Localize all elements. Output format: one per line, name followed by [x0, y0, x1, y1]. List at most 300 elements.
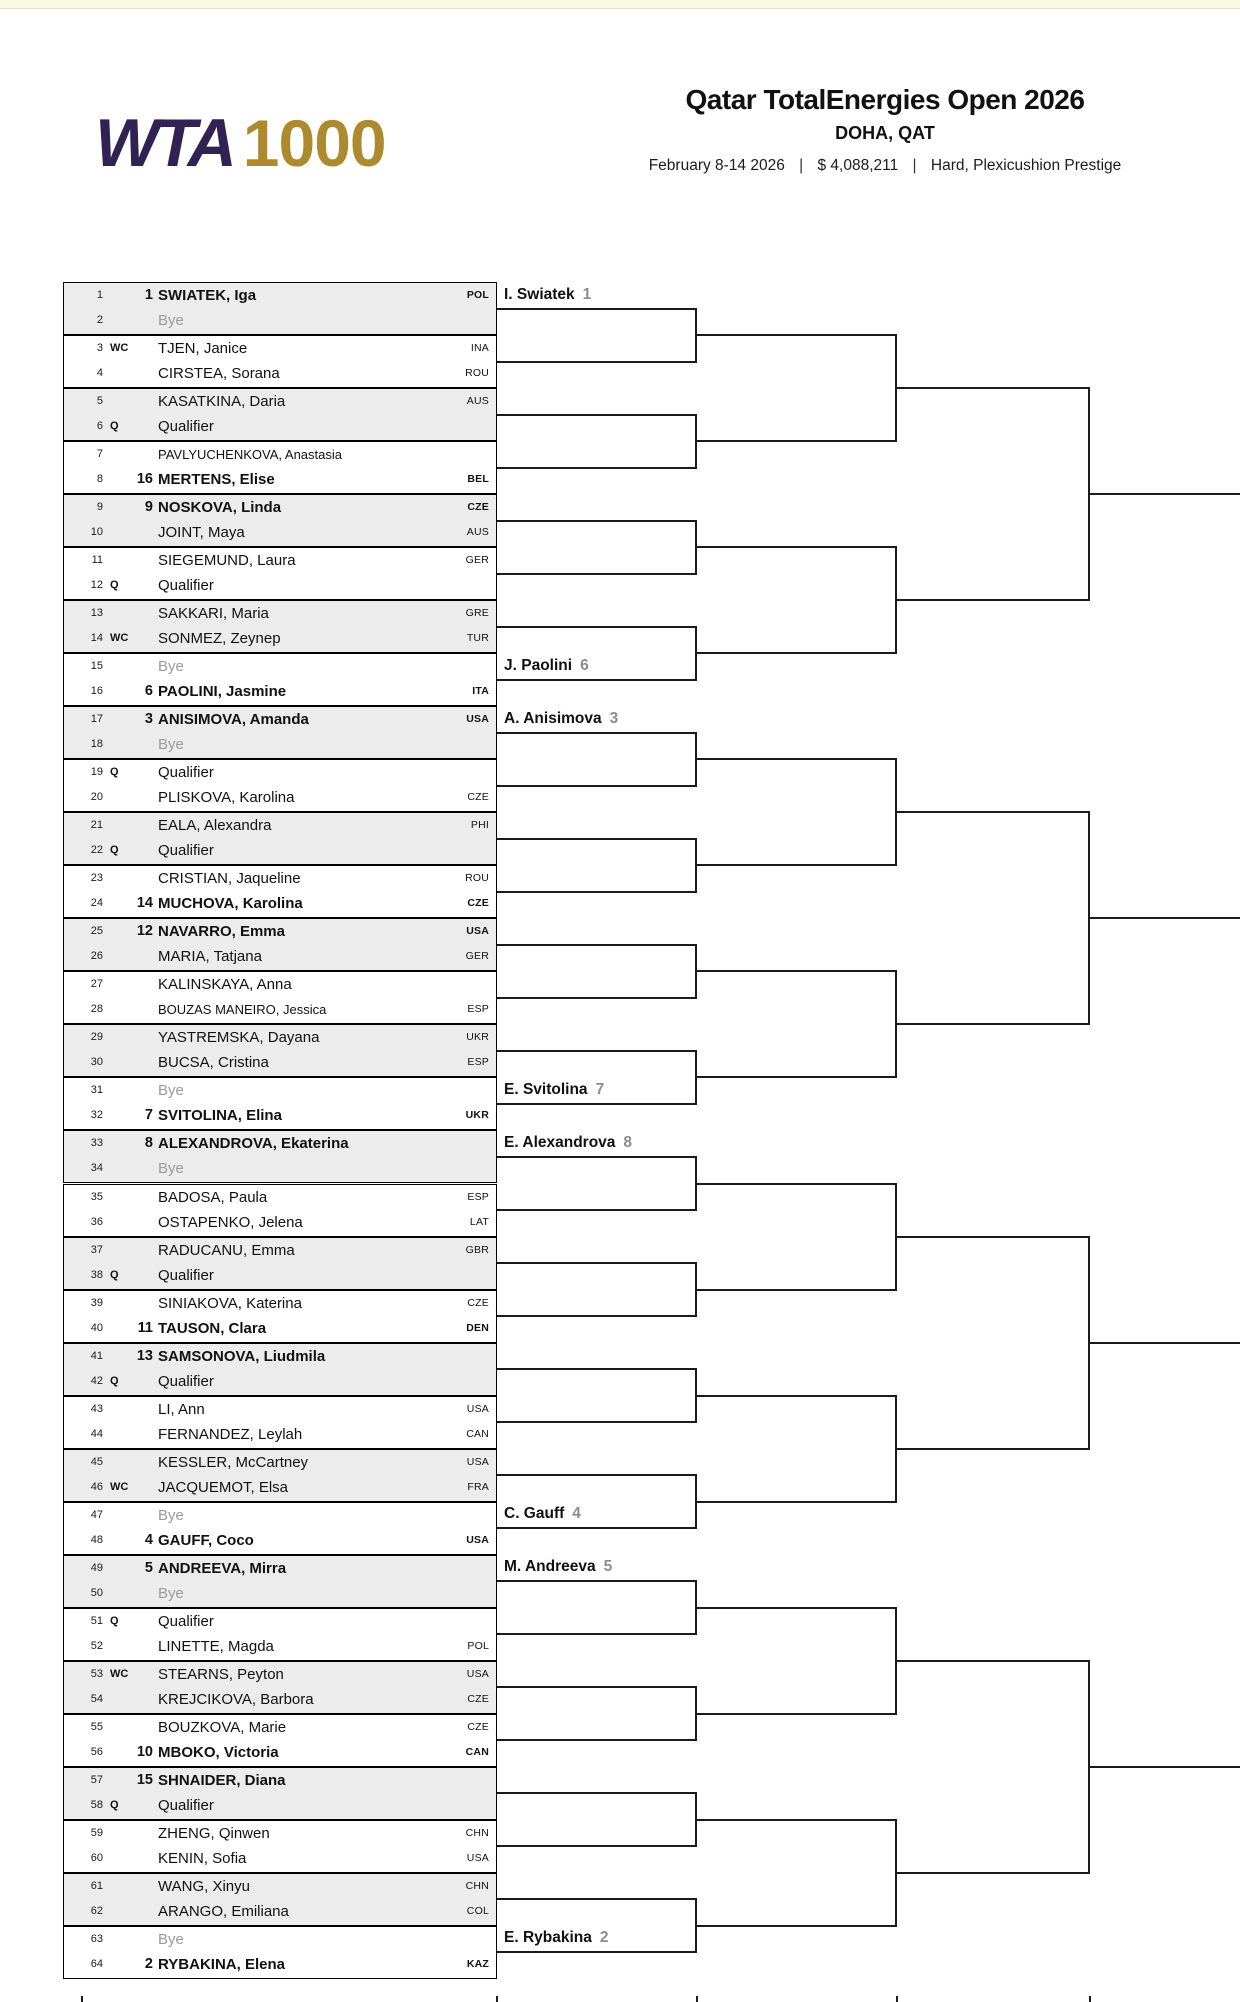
row-player-name: Qualifier — [158, 842, 214, 860]
advancer-label — [504, 1503, 581, 1525]
bracket-line — [697, 652, 897, 654]
bracket-line — [497, 1633, 697, 1635]
row-player-name: SAKKARI, Maria — [158, 605, 269, 623]
row-country-code: ESP — [467, 1056, 489, 1069]
row-position: 25 — [90, 925, 103, 938]
row-position: 20 — [90, 791, 103, 804]
row-position: 28 — [90, 1003, 103, 1016]
row-player-name: YASTREMSKA, Dayana — [158, 1029, 320, 1047]
row-player-name: Qualifier — [158, 577, 214, 595]
draw-pair-box — [63, 1449, 497, 1502]
advancer-seed: 2 — [599, 1929, 609, 1947]
row-entry-status: WC — [110, 632, 129, 645]
row-player-name: JOINT, Maya — [158, 524, 245, 542]
row-player-name: SONMEZ, Zeynep — [158, 630, 281, 648]
row-seed: 5 — [144, 1559, 153, 1576]
row-position: 3 — [96, 342, 103, 355]
advancer-label — [504, 655, 589, 677]
advancer-name: C. Gauff — [504, 1505, 565, 1523]
row-position: 46 — [90, 1480, 103, 1493]
draw-row — [64, 1316, 496, 1341]
bracket-line — [697, 1501, 897, 1503]
bracket-line — [497, 838, 697, 840]
row-country-code: CHN — [465, 1826, 489, 1839]
draw-row — [64, 1687, 496, 1712]
row-position: 34 — [90, 1162, 103, 1175]
bracket-line — [697, 970, 897, 972]
row-country-code: CZE — [467, 1720, 489, 1733]
row-country-code: USA — [466, 1533, 489, 1546]
advancer-name: M. Andreeva — [504, 1558, 596, 1576]
row-player-name: JACQUEMOT, Elsa — [158, 1478, 289, 1496]
draw-row — [64, 1344, 496, 1369]
row-player-name: SHNAIDER, Diana — [158, 1771, 286, 1789]
row-player-name: Bye — [158, 736, 184, 754]
bracket-line — [497, 1739, 697, 1741]
row-position: 62 — [90, 1904, 103, 1917]
draw-pair-box — [63, 918, 497, 971]
row-position: 32 — [90, 1109, 103, 1122]
bracket-line — [897, 1660, 1090, 1662]
row-player-name: WANG, Xinyu — [158, 1877, 250, 1895]
draw-pair-box — [63, 388, 497, 441]
row-position: 15 — [90, 660, 103, 673]
row-player-name: Bye — [158, 1584, 184, 1602]
tournament-location: DOHA, QAT — [835, 123, 935, 143]
row-player-name: Qualifier — [158, 1612, 214, 1630]
draw-pair-box — [63, 282, 497, 335]
row-position: 8 — [96, 473, 103, 486]
row-entry-status: Q — [110, 1614, 119, 1627]
row-position: 5 — [96, 395, 103, 408]
row-position: 63 — [90, 1932, 103, 1945]
row-position: 9 — [96, 501, 103, 514]
bracket-line — [1090, 493, 1240, 495]
row-position: 49 — [90, 1561, 103, 1574]
row-player-name: Qualifier — [158, 418, 214, 436]
row-country-code: CZE — [467, 791, 489, 804]
draw-pair-box — [63, 1077, 497, 1130]
row-position: 40 — [90, 1321, 103, 1334]
advancer-seed: 3 — [609, 709, 619, 727]
row-country-code: USA — [466, 713, 489, 726]
row-player-name: MARIA, Tatjana — [158, 948, 262, 966]
row-country-code: ROU — [465, 367, 489, 380]
row-position: 43 — [90, 1402, 103, 1415]
row-player-name: CRISTIAN, Jaqueline — [158, 870, 301, 888]
row-player-name: BUCSA, Cristina — [158, 1054, 269, 1072]
row-player-name: KESSLER, McCartney — [158, 1453, 309, 1471]
row-player-name: ARANGO, Emiliana — [158, 1902, 289, 1920]
draw-pair-box — [63, 1926, 497, 1979]
draw-row — [64, 283, 496, 308]
draw-row — [64, 1050, 496, 1075]
draw-row — [64, 1397, 496, 1422]
advancer-seed: 6 — [580, 656, 589, 674]
draw-row — [64, 679, 496, 704]
row-country-code: POL — [466, 289, 489, 301]
draw-row — [64, 919, 496, 944]
draw-pair-box — [63, 1396, 497, 1449]
bracket-line — [81, 1996, 83, 2002]
bracket-line — [697, 1076, 897, 1078]
row-position: 13 — [90, 607, 103, 620]
row-player-name: Qualifier — [158, 1372, 214, 1390]
advancer-name: A. Anisimova — [504, 709, 602, 727]
bracket-line — [497, 1103, 697, 1105]
tournament-surface: Hard, Plexicushion Prestige — [930, 157, 1122, 174]
row-country-code: UKR — [466, 1031, 489, 1044]
draw-pair-box — [63, 335, 497, 388]
row-country-code: ITA — [472, 685, 489, 698]
advancer-label — [504, 1079, 604, 1101]
row-entry-status: Q — [110, 1798, 119, 1811]
row-country-code: USA — [466, 925, 489, 938]
advancer-seed: 4 — [572, 1505, 581, 1523]
draw-row — [64, 1131, 496, 1156]
row-position: 59 — [90, 1826, 103, 1839]
row-country-code: CAN — [466, 1427, 489, 1440]
row-position: 47 — [90, 1508, 103, 1521]
row-entry-status: WC — [110, 342, 129, 355]
bracket-line — [497, 467, 697, 469]
advancer-name: E. Alexandrova — [504, 1134, 616, 1151]
row-entry-status: Q — [110, 579, 119, 592]
row-player-name: Qualifier — [158, 1796, 214, 1814]
draw-pair-box — [63, 1502, 497, 1555]
row-country-code: AUS — [466, 526, 489, 539]
row-player-name: SINIAKOVA, Katerina — [158, 1294, 302, 1312]
row-player-name: GAUFF, Coco — [158, 1531, 254, 1549]
draw-row — [64, 1899, 496, 1924]
row-position: 26 — [90, 950, 103, 963]
bracket-line — [897, 1872, 1090, 1874]
draw-row — [64, 1156, 496, 1181]
row-country-code: USA — [466, 1455, 489, 1468]
row-country-code: CZE — [467, 1692, 489, 1705]
row-country-code: CZE — [467, 501, 489, 514]
advancer-name: J. Paolini — [504, 656, 573, 674]
row-entry-status: Q — [110, 766, 119, 779]
draw-row — [64, 707, 496, 732]
row-player-name: Bye — [158, 1082, 184, 1100]
row-seed: 3 — [144, 711, 153, 728]
row-entry-status: Q — [110, 420, 119, 433]
bracket-line — [1090, 917, 1240, 919]
draw-pair-box — [63, 706, 497, 759]
draw-row — [64, 1369, 496, 1394]
wta-logo-text: WTA — [95, 105, 233, 181]
draw-row — [64, 732, 496, 757]
draw-row — [64, 1528, 496, 1553]
row-position: 58 — [90, 1798, 103, 1811]
row-player-name: KENIN, Sofia — [158, 1849, 247, 1867]
row-player-name: EALA, Alexandra — [158, 817, 272, 835]
bracket-line — [497, 891, 697, 893]
row-position: 53 — [90, 1667, 103, 1680]
row-country-code: ROU — [465, 872, 489, 885]
row-country-code: GBR — [465, 1243, 489, 1256]
bracket-line — [697, 440, 897, 442]
row-country-code: KAZ — [466, 1957, 489, 1970]
draw-pair-box — [63, 1130, 497, 1183]
draw-row — [64, 1078, 496, 1103]
row-player-name: BADOSA, Paula — [158, 1188, 268, 1206]
row-player-name: PAVLYUCHENKOVA, Anastasia — [158, 447, 342, 463]
draw-row — [64, 1634, 496, 1659]
row-player-name: PAOLINI, Jasmine — [158, 683, 287, 701]
draw-row — [64, 972, 496, 997]
row-player-name: TJEN, Janice — [158, 340, 248, 358]
advancer-name: I. Swiatek — [504, 285, 575, 303]
bracket-line — [497, 1951, 697, 1953]
row-position: 16 — [90, 685, 103, 698]
bracket-line — [497, 944, 697, 946]
draw-row — [64, 1185, 496, 1210]
row-position: 52 — [90, 1639, 103, 1652]
row-seed: 8 — [144, 1135, 153, 1152]
row-seed: 10 — [136, 1743, 153, 1760]
advancer-label — [504, 1927, 609, 1949]
draw-row — [64, 573, 496, 598]
bracket-line — [697, 1925, 897, 1927]
row-country-code: ESP — [467, 1190, 489, 1203]
draw-pair-box — [63, 1184, 497, 1237]
draw-row — [64, 1846, 496, 1871]
bracket-line — [497, 573, 697, 575]
draw-pair-box — [63, 1661, 497, 1714]
bracket-line — [697, 864, 897, 866]
row-position: 45 — [90, 1455, 103, 1468]
row-player-name: ALEXANDROVA, Ekaterina — [158, 1135, 349, 1153]
draw-row — [64, 1291, 496, 1316]
row-position: 2 — [96, 314, 103, 326]
draw-row — [64, 1740, 496, 1765]
bracket-line — [897, 1023, 1090, 1025]
bracket-line — [697, 1289, 897, 1291]
advancer-name: E. Svitolina — [504, 1080, 588, 1098]
draw-row — [64, 1793, 496, 1818]
row-seed: 1 — [144, 287, 153, 303]
row-player-name: KALINSKAYA, Anna — [158, 976, 292, 994]
row-seed: 7 — [144, 1107, 153, 1124]
row-player-name: Bye — [158, 312, 184, 329]
row-player-name: RADUCANU, Emma — [158, 1241, 295, 1259]
row-position: 56 — [90, 1745, 103, 1758]
bracket-line — [497, 679, 697, 681]
row-country-code: CZE — [467, 897, 489, 910]
tournament-dates: February 8-14 2026 — [648, 157, 785, 174]
row-position: 4 — [96, 367, 103, 380]
draw-row — [64, 1503, 496, 1528]
draw-row — [64, 1475, 496, 1500]
row-position: 22 — [90, 844, 103, 857]
row-player-name: MUCHOVA, Karolina — [158, 895, 303, 913]
row-entry-status: Q — [110, 844, 119, 857]
bracket-line — [1090, 1766, 1240, 1768]
bracket-line — [497, 732, 697, 734]
row-player-name: MERTENS, Elise — [158, 471, 275, 489]
bracket-line — [697, 1183, 897, 1185]
row-position: 37 — [90, 1243, 103, 1256]
advancer-label — [504, 284, 591, 306]
meta-separator: | — [799, 157, 804, 174]
draw-row — [64, 654, 496, 679]
draw-row — [64, 891, 496, 916]
bracket-line — [497, 1580, 697, 1582]
advancer-label — [504, 708, 618, 730]
row-position: 61 — [90, 1879, 103, 1892]
draw-row — [64, 944, 496, 969]
bracket-line — [496, 1996, 498, 2002]
row-country-code: USA — [466, 1667, 489, 1680]
bracket-line — [697, 1395, 897, 1397]
row-country-code: ESP — [467, 1003, 489, 1016]
row-player-name: KREJCIKOVA, Barbora — [158, 1690, 314, 1708]
row-position: 57 — [90, 1773, 103, 1786]
row-country-code: USA — [466, 1402, 489, 1415]
draw-row — [64, 1238, 496, 1263]
draw-row — [64, 997, 496, 1022]
draw-row — [64, 389, 496, 414]
row-country-code: DEN — [466, 1321, 489, 1334]
row-entry-status: Q — [110, 1268, 119, 1281]
row-position: 10 — [90, 526, 103, 539]
draw-row — [64, 336, 496, 361]
draw-row — [64, 548, 496, 573]
draw-row — [64, 1103, 496, 1128]
draw-row — [64, 520, 496, 545]
draw-pair-box — [63, 547, 497, 600]
draw-pair-box — [63, 1608, 497, 1661]
bracket-line — [897, 811, 1090, 813]
row-country-code: GER — [465, 950, 489, 963]
draw-row — [64, 1768, 496, 1793]
row-position: 38 — [90, 1268, 103, 1281]
draw-row — [64, 414, 496, 439]
draw-pair-box — [63, 653, 497, 706]
bracket-line — [497, 308, 697, 310]
row-position: 51 — [90, 1614, 103, 1627]
row-seed: 16 — [136, 471, 153, 488]
bracket-line — [497, 1156, 697, 1158]
tournament-prize-money: $ 4,088,211 — [817, 157, 899, 174]
advancer-seed: 8 — [623, 1134, 633, 1151]
draw-row — [64, 838, 496, 863]
bracket-line — [897, 599, 1090, 601]
draw-pair-box — [63, 865, 497, 918]
bracket-line — [897, 1236, 1090, 1238]
row-player-name: LINETTE, Magda — [158, 1637, 274, 1655]
row-player-name: SAMSONOVA, Liudmila — [158, 1347, 326, 1365]
row-seed: 9 — [144, 499, 153, 516]
draw-row — [64, 1927, 496, 1952]
draw-row — [64, 813, 496, 838]
draw-pair-box — [63, 1237, 497, 1290]
row-player-name: FERNANDEZ, Leylah — [158, 1425, 303, 1443]
advancer-seed: 7 — [595, 1080, 605, 1098]
row-player-name: OSTAPENKO, Jelena — [158, 1213, 303, 1231]
row-position: 29 — [90, 1031, 103, 1044]
row-country-code: CAN — [465, 1745, 489, 1758]
bracket-line — [697, 546, 897, 548]
draw-row — [64, 866, 496, 891]
bracket-line — [697, 758, 897, 760]
draw-pair-box — [63, 971, 497, 1024]
draw-row — [64, 785, 496, 810]
row-position: 31 — [90, 1084, 103, 1097]
row-player-name: Bye — [158, 1930, 184, 1948]
row-position: 54 — [90, 1692, 103, 1705]
bracket-line — [497, 414, 697, 416]
bracket-line — [497, 520, 697, 522]
row-player-name: Qualifier — [158, 764, 214, 782]
draw-row — [64, 1581, 496, 1606]
row-position: 36 — [90, 1215, 103, 1228]
advancer-seed: 1 — [582, 285, 592, 303]
bracket-line — [497, 1050, 697, 1052]
bracket-line — [497, 626, 697, 628]
draw-row — [64, 1263, 496, 1288]
row-country-code: CHN — [465, 1879, 489, 1892]
row-position: 1 — [96, 289, 103, 301]
advancer-name: E. Rybakina — [504, 1929, 592, 1947]
row-country-code: TUR — [466, 632, 489, 645]
bracket-line — [1090, 1342, 1240, 1344]
row-position: 27 — [90, 978, 103, 991]
row-position: 24 — [90, 897, 103, 910]
bracket-line — [697, 1819, 897, 1821]
row-position: 18 — [90, 738, 103, 751]
bracket-line — [897, 387, 1090, 389]
bracket-line — [497, 1686, 697, 1688]
draw-row — [64, 495, 496, 520]
row-position: 12 — [90, 579, 103, 592]
draw-row — [64, 1715, 496, 1740]
row-position: 50 — [90, 1586, 103, 1599]
row-player-name: SVITOLINA, Elina — [158, 1107, 282, 1125]
row-player-name: KASATKINA, Daria — [158, 393, 286, 411]
draw-pair-box — [63, 1343, 497, 1396]
bracket-line — [697, 1607, 897, 1609]
row-player-name: CIRSTEA, Sorana — [158, 365, 280, 383]
advancer-seed: 5 — [603, 1558, 613, 1576]
bracket-line — [1089, 1996, 1091, 2002]
advancer-label — [504, 1132, 632, 1154]
draw-row — [64, 442, 496, 467]
draw-pair-box — [63, 759, 497, 812]
row-position: 11 — [91, 554, 103, 567]
row-player-name: BOUZKOVA, Marie — [158, 1718, 287, 1736]
draw-row — [64, 1422, 496, 1447]
row-position: 42 — [90, 1374, 103, 1387]
draw-pair-box — [63, 1024, 497, 1077]
draw-pair-box — [63, 441, 497, 494]
row-player-name: ZHENG, Qinwen — [158, 1824, 270, 1842]
row-position: 14 — [90, 632, 103, 645]
row-seed: 13 — [136, 1347, 153, 1364]
row-player-name: Bye — [158, 658, 184, 676]
row-player-name: SWIATEK, Iga — [158, 287, 257, 304]
bracket-line — [497, 1209, 697, 1211]
row-seed: 15 — [136, 1771, 153, 1788]
row-position: 21 — [90, 819, 103, 832]
row-seed: 2 — [144, 1955, 153, 1972]
wta-tier-text: 1000 — [242, 106, 386, 180]
bracket-line — [497, 1792, 697, 1794]
row-player-name: ANISIMOVA, Amanda — [158, 711, 309, 729]
bracket-line — [497, 1474, 697, 1476]
